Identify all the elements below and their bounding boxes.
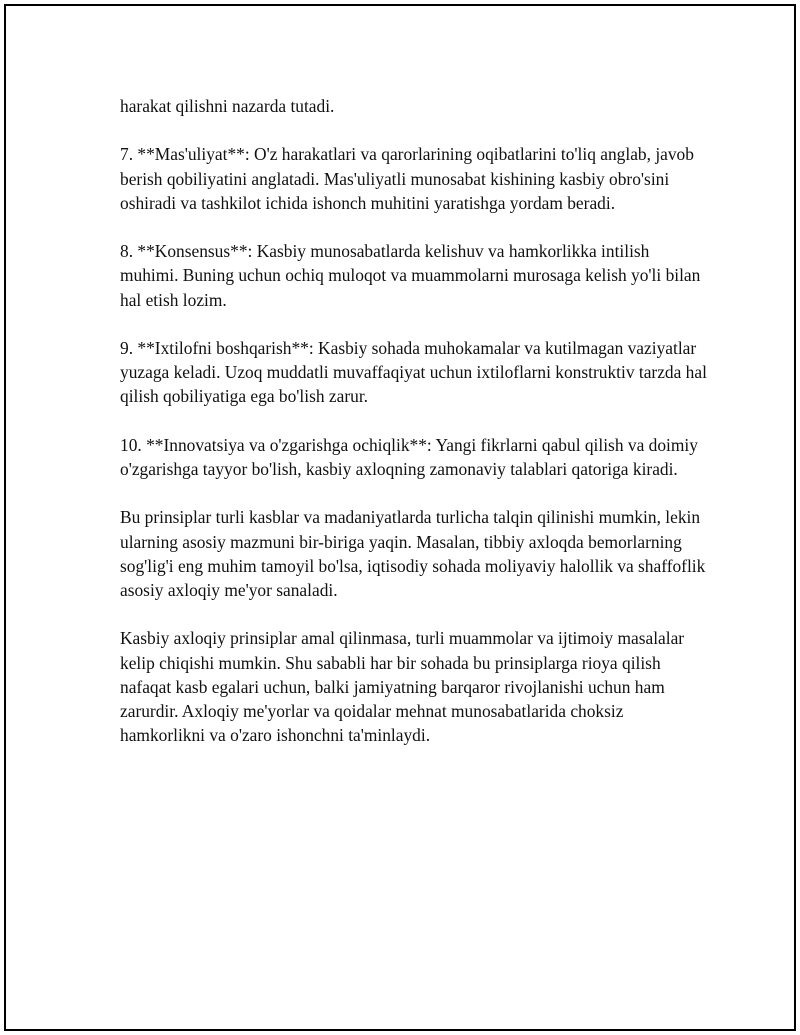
paragraph-innovatsiya: 10. **Innovatsiya va o'zgarishga ochiqlik**: Yangi fikrlarni qabul qilish va doimiy o'zgarishga tayyor bo'lish, kasbiy axloqning zamonaviy talablari qatoriga kiradi. xyxy=(120,434,698,479)
paragraph-ixtilofni-boshqarish: 9. **Ixtilofni boshqarish**: Kasbiy sohada muhokamalar va kutilmagan vaziyatlar yuzaga keladi. Uzoq muddatli muvaffaqiyat uchun ixtiloflarni konstruktiv tarzda hal qilish qobiliyatiga ega bo'lish zarur. xyxy=(120,337,707,407)
paragraph-masuliyat: 7. **Mas'uliyat**: O'z harakatlari va qarorlarining oqibatlarini to'liq anglab, javob berish qobiliyatini anglatadi. Mas'uliyatli munosabat kishining kasbiy obro'sini oshiradi va tashkilot ichida ishonch muhitini yaratishga yordam beradi. xyxy=(120,144,694,213)
paragraph-konsensus: 8. **Konsensus**: Kasbiy munosabatlarda kelishuv va hamkorlikka intilish muhimi. Buning uchun ochiq muloqot va muammolarni murosaga kelish yo'li bilan hal etish lozim. xyxy=(120,241,701,310)
paragraph-prinsiplar-talqini: Bu prinsiplar turli kasblar va madaniyatlarda turlicha talqin qilinishi mumkin, lekin ularning asosiy mazmuni bir-biriga yaqin. Masalan, tibbiy axloqda bemorlarning sog'lig'i eng muhim tamoyil bo'lsa, iqtisodiy sohada moliyaviy halollik va shaffoflik asosiy axloqiy me'yor sanaladi. xyxy=(120,507,706,600)
paragraph-xulosa: Kasbiy axloqiy prinsiplar amal qilinmasa, turli muammolar va ijtimoiy masalalar kelip chiqishi mumkin. Shu sababli har bir sohada bu prinsiplarga rioya qilish nafaqat kasb egalari uchun, balki jamiyatning barqaror rivojlanishi uchun ham zarurdir. Axloqiy me'yorlar va qoidalar mehnat munosabatlarida choksiz hamkorlikni va o'zaro ishonchni ta'minlaydi. xyxy=(120,628,685,746)
document-body xyxy=(120,94,710,772)
document-page xyxy=(4,4,796,1031)
paragraph-continuation: harakat qilishni nazarda tutadi. xyxy=(120,96,335,116)
